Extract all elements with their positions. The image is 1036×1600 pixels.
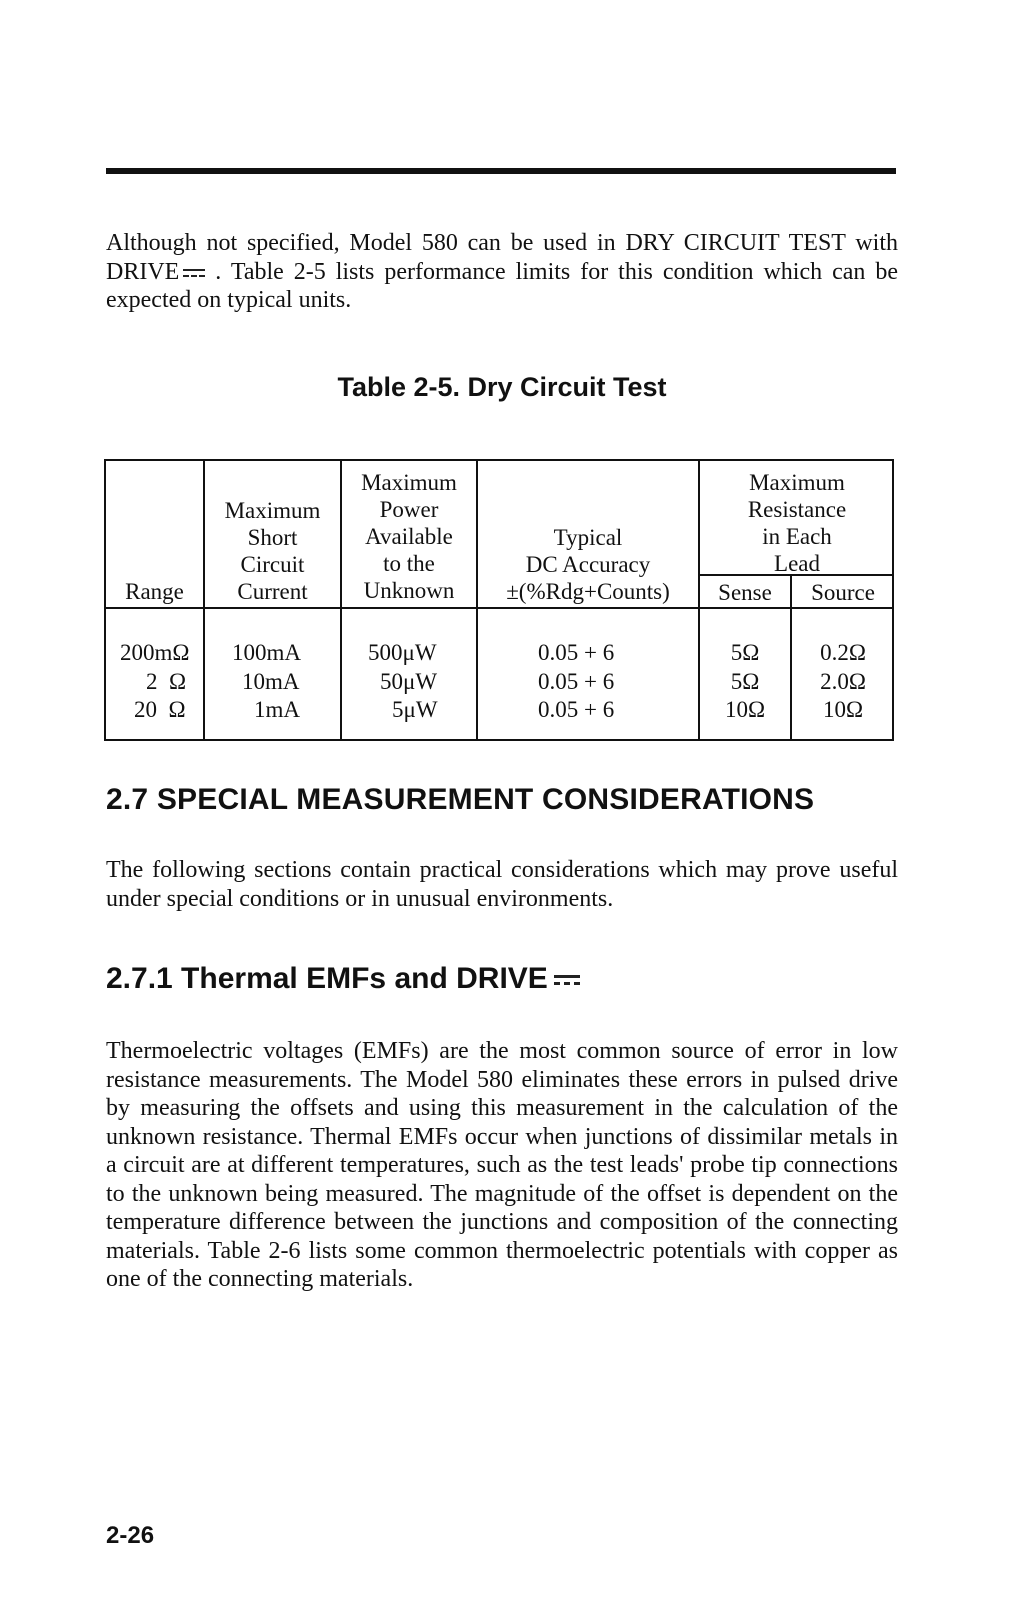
page-number: 2-26 bbox=[106, 1522, 155, 1549]
column-power bbox=[368, 639, 468, 725]
header-short-circuit bbox=[205, 497, 340, 605]
header-line: Maximum bbox=[749, 470, 845, 495]
header-lead-resistance bbox=[700, 469, 894, 577]
header-sense: Sense bbox=[718, 580, 772, 605]
table-cell: 2.0Ω bbox=[820, 668, 866, 694]
table-cell: 10Ω bbox=[724, 697, 766, 722]
table-title: Table 2-5. Dry Circuit Test bbox=[337, 372, 667, 402]
table-cell: 2 Ω bbox=[146, 668, 187, 694]
header-line: ±(%Rdg+Counts) bbox=[506, 579, 670, 604]
table-header-rule bbox=[106, 607, 892, 609]
header-line: Typical bbox=[553, 525, 623, 550]
header-line: Short bbox=[247, 525, 298, 550]
intro-text-start: Although not specified, Model 580 can be used in DRY CIRCUIT TEST with DRIVE bbox=[106, 230, 898, 285]
dc-symbol-icon bbox=[554, 974, 580, 986]
header-line: Current bbox=[237, 579, 308, 604]
table-cell: 5Ω bbox=[730, 668, 760, 694]
table-cell: 50μW bbox=[380, 668, 438, 694]
table-cell: 5μW bbox=[392, 697, 438, 722]
table-cell: 5Ω bbox=[730, 640, 760, 665]
table-cell: 500μW bbox=[368, 640, 437, 665]
column-sense bbox=[700, 639, 790, 725]
header-rule bbox=[106, 168, 896, 174]
header-line: Maximum bbox=[224, 498, 321, 523]
section-2-7-paragraph: The following sections contain practical considerations which may prove useful under special conditions or in unusual environments. bbox=[106, 857, 898, 912]
header-line: Lead bbox=[774, 551, 820, 576]
table-cell: 20 Ω bbox=[134, 697, 186, 722]
table-cell: 10mA bbox=[242, 668, 300, 694]
table-cell: 10Ω bbox=[822, 697, 864, 722]
header-line: Power bbox=[379, 497, 439, 522]
section-heading-2-7: 2.7 SPECIAL MEASUREMENT CONSIDERATIONS bbox=[106, 783, 815, 816]
header-line: Circuit bbox=[240, 552, 305, 577]
table-cell: 0.05 + 6 bbox=[538, 640, 615, 665]
header-line: Resistance bbox=[747, 497, 847, 522]
section-2-7-1-paragraph: Thermoelectric voltages (EMFs) are the most common source of error in low resistance measurements. The Model 580 eliminates these errors in pulsed drive by measuring the offsets and using this measurement in the calculation of the unknown resistance. Thermal EMFs occur when junctions of dissimilar metals in a circuit are at different temperatures, such as the test leads' probe tip connections to the unknown being measured. The magnitude of the offset is dependent on the temperature difference between the junctions and composition of the connecting materials. Table 2-6 lists some common thermoelectric potentials with copper as one of the connecting materials. bbox=[106, 1038, 898, 1292]
intro-paragraph bbox=[106, 229, 898, 315]
column-accuracy bbox=[538, 639, 678, 725]
header-source: Source bbox=[811, 580, 875, 605]
header-line: to the bbox=[383, 551, 435, 576]
header-accuracy bbox=[478, 524, 698, 605]
header-range: Range bbox=[125, 579, 184, 604]
header-line: Unknown bbox=[363, 578, 455, 603]
table-cell: 0.05 + 6 bbox=[538, 668, 615, 694]
header-power bbox=[342, 469, 476, 604]
table-cell: 0.2Ω bbox=[820, 640, 866, 665]
intro-text-end: . Table 2-5 lists performance limits for this condition which can be expected on typical units. bbox=[106, 258, 898, 313]
table-cell: 200mΩ bbox=[120, 640, 190, 665]
header-line: Maximum bbox=[361, 470, 457, 495]
column-range bbox=[120, 639, 200, 725]
section-heading-text: 2.7.1 Thermal EMFs and DRIVE bbox=[106, 962, 548, 995]
header-line: Available bbox=[365, 524, 453, 549]
table-cell: 1mA bbox=[254, 697, 300, 722]
table-cell: 100mA bbox=[232, 640, 301, 665]
header-line: in Each bbox=[762, 524, 832, 549]
header-line: DC Accuracy bbox=[525, 552, 651, 577]
table-cell: 0.05 + 6 bbox=[538, 697, 615, 722]
dry-circuit-table bbox=[104, 459, 894, 741]
column-source bbox=[792, 639, 894, 725]
dc-symbol-icon bbox=[183, 268, 205, 278]
section-heading-2-7-1 bbox=[106, 962, 580, 996]
column-current bbox=[232, 639, 332, 725]
